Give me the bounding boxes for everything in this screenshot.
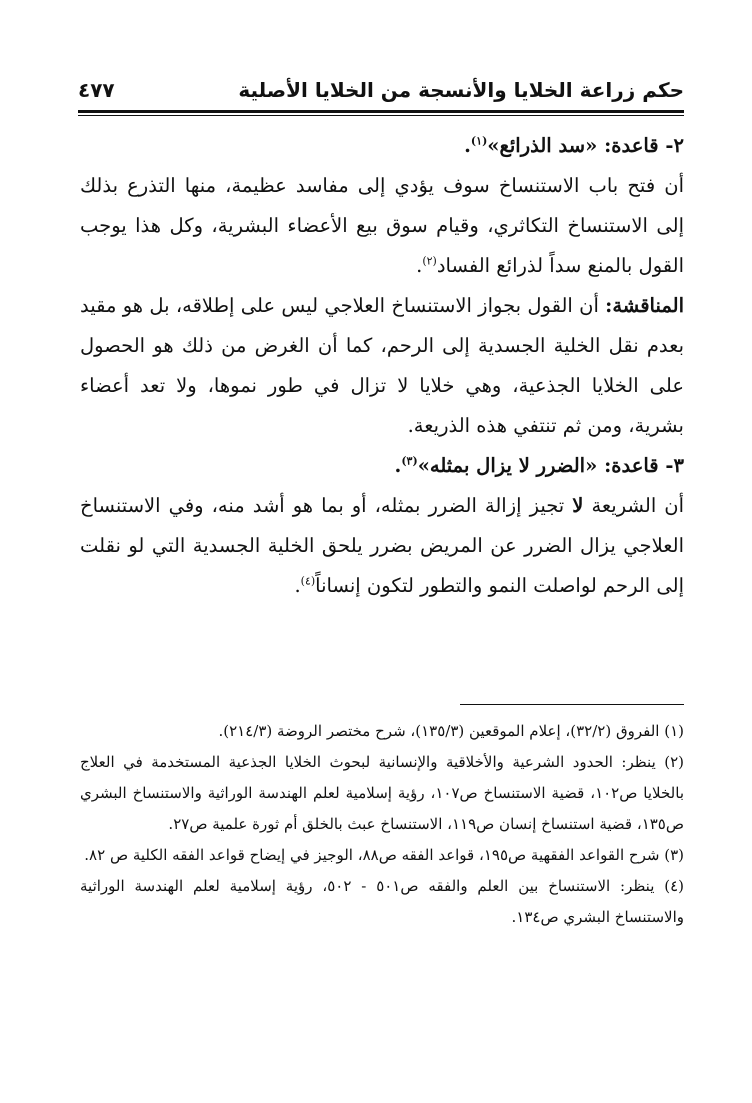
rule-3-number: ٣- (665, 454, 684, 477)
running-header (78, 74, 684, 118)
header-rule-thick (78, 110, 684, 113)
footnote-2: (٢) ينظر: الحدود الشرعية والأخلاقية والإنسانية لبحوث الخلايا الجذعية المستخدمة في العلاج بالخلايا ص١٠٢، قضية الاستنساخ ص١٠٧، رؤية إسلامية لعلم الهندسة الوراثية والاستنساخ البشري ص١٣٥، قضية استنساخ إنسان ص١١٩، الاستنساخ عبث بالخلق أم ثورة علمية ص٢٧. (80, 753, 685, 833)
rule-2-quote: «سد الذرائع» (487, 134, 598, 157)
footnote-4: (٤) ينظر: الاستنساخ بين العلم والفقه ص٥٠١ - ٥٠٢، رؤية إسلامية لعلم الهندسة الوراثية والاستنساخ البشري ص١٣٤. (80, 877, 685, 926)
footnote-ref-3[interactable]: (٣) (401, 454, 418, 468)
rule-2-label: قاعدة: (604, 134, 659, 157)
paragraph-3-text-a: أن الشريعة (591, 494, 685, 517)
rule-3-label: قاعدة: (604, 454, 659, 477)
rule-2-number: ٢- (665, 134, 684, 157)
rule-3-quote: «الضرر لا يزال بمثله» (417, 454, 598, 477)
paragraph-3-end: . (294, 574, 301, 597)
paragraph-1 (80, 166, 684, 286)
paragraph-3-bold-word: لا (572, 494, 584, 517)
footnote-1: (١) الفروق (٣٢/٢)، إعلام الموقعين (١٣٥/٣)، شرح مختصر الروضة (٢١٤/٣). (218, 722, 684, 740)
paragraph-2 (80, 286, 684, 446)
header-rule-thin (78, 115, 684, 116)
paragraph-1-text: أن فتح باب الاستنساخ سوف يؤدي إلى مفاسد عظيمة، منها التذرع بذلك إلى الاستنساخ التكاثري، وقيام سوق بيع الأعضاء البشرية، وكل هذا يوجب القول بالمنع سداً لذرائع الفساد (80, 174, 684, 277)
discussion-term: المناقشة: (605, 294, 684, 317)
footnote-ref-4[interactable]: (٤) (300, 574, 316, 588)
footnote-3: (٣) شرح القواعد الفقهية ص١٩٥، قواعد الفقه ص٨٨، الوجيز في إيضاح قواعد الفقه الكلية ص ٨٢. (84, 846, 684, 864)
rule-3-heading (80, 446, 684, 486)
paragraph-1-end: . (416, 254, 423, 277)
footnote-ref-1[interactable]: (١) (470, 134, 488, 148)
footnotes (80, 716, 684, 933)
paragraph-3-text-b: تجيز إزالة الضرر بمثله، أو بما هو أشد منه، وفي الاستنساخ العلاجي يزال الضرر عن المريض بضرر يلحق الخلية الجسدية التي لو نقلت إلى الرحم لواصلت النمو والتطور لتكون إنساناً (80, 494, 684, 597)
page-number: ٤٧٧ (78, 78, 115, 102)
paragraph-2-text: أن القول بجواز الاستنساخ العلاجي ليس على إطلاقه، بل هو مقيد بعدم نقل الخلية الجسدية إلى الرحم، كما أن الغرض من ذلك هو الحصول على الخلايا الجذعية، وهي خلايا لا تزال في طور نموها، ولا تعد أعضاء بشرية، ومن ثم تنتفي هذه الذريعة. (80, 294, 684, 437)
rule-2-heading (80, 126, 684, 166)
header-title: حكم زراعة الخلايا والأنسجة من الخلايا الأصلية (238, 78, 684, 102)
main-text (80, 126, 684, 606)
rule-3-end: . (394, 454, 402, 477)
rule-2-end: . (464, 134, 471, 157)
footnote-ref-2[interactable]: (٢) (422, 254, 437, 268)
paragraph-3 (80, 486, 684, 606)
footnote-separator (460, 704, 684, 705)
